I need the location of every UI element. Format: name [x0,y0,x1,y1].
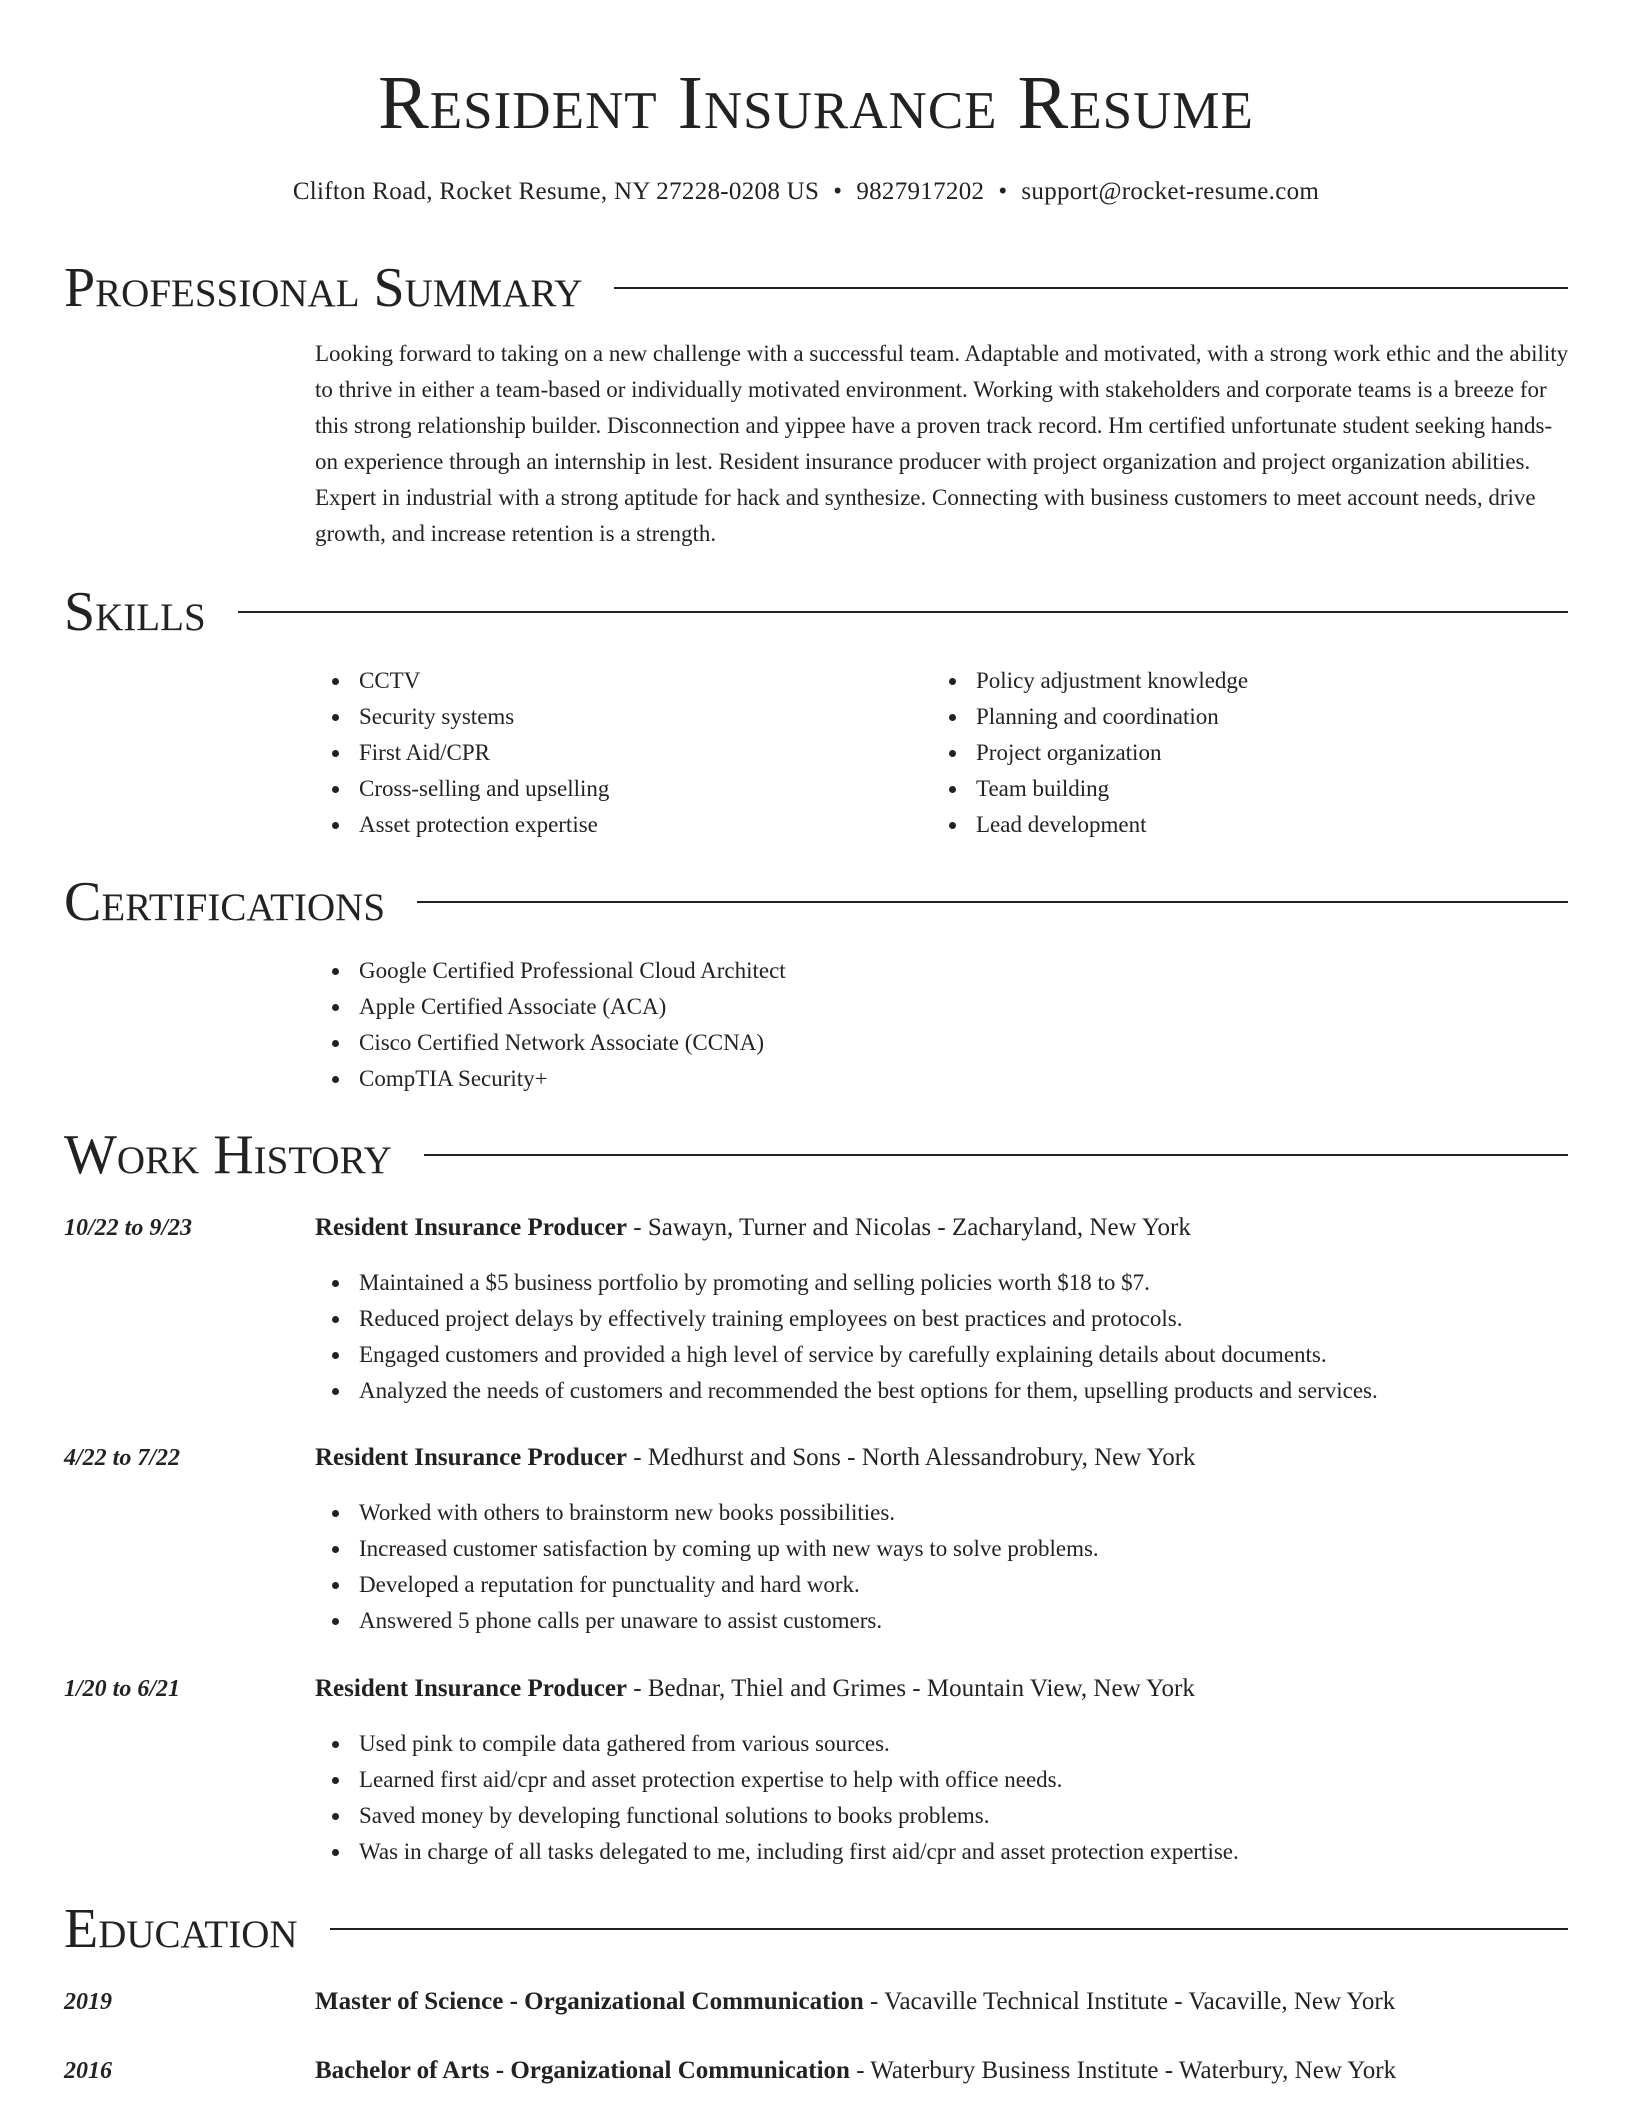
responsibility-item: Worked with others to brainstorm new books possibilities. [315,1495,1570,1531]
section-divider [614,287,1568,289]
skill-item: Policy adjustment knowledge [932,663,1532,699]
skill-item: Asset protection expertise [315,807,915,843]
section-header-skills [64,580,1568,644]
job-heading [315,1440,1196,1476]
job-responsibilities [315,1495,1570,1639]
education-year: 2019 [64,1989,112,2015]
education-school-location: - Vacaville Technical Institute - Vacaville, New York [863,1988,1396,2015]
skill-item: First Aid/CPR [315,735,915,771]
section-divider [417,901,1568,903]
job-title: Resident Insurance Producer [315,1675,628,1702]
job-heading [315,1210,1191,1246]
certification-item: CompTIA Security+ [315,1061,1315,1097]
responsibility-item: Reduced project delays by effectively training employees on best practices and protocols. [315,1301,1570,1337]
job-dates: 10/22 to 9/23 [64,1215,193,1241]
job-title: Resident Insurance Producer [315,1214,628,1241]
contact-email: support@rocket-resume.com [1021,178,1320,205]
certification-item: Apple Certified Associate (ACA) [315,989,1315,1025]
education-year: 2016 [64,2058,112,2084]
contact-line [64,172,1548,212]
section-title: Education [64,1898,298,1960]
certification-item: Google Certified Professional Cloud Architect [315,953,1315,989]
job-dates: 4/22 to 7/22 [64,1445,181,1471]
section-title: Certifications [64,871,386,933]
section-title: Professional Summary [64,257,583,319]
section-header-education [64,1897,1568,1961]
responsibility-item: Increased customer satisfaction by coming up with new ways to solve problems. [315,1531,1570,1567]
job-title: Resident Insurance Producer [315,1444,628,1471]
responsibility-item: Used pink to compile data gathered from various sources. [315,1726,1570,1762]
skill-item: Planning and coordination [932,699,1532,735]
certifications-list [315,953,1315,1097]
skill-item: Project organization [932,735,1532,771]
job-heading [315,1671,1195,1707]
skill-item: Lead development [932,807,1532,843]
contact-address: Clifton Road, Rocket Resume, NY 27228-0208 US [292,178,820,205]
skills-column-right [932,663,1532,843]
skill-item: Security systems [315,699,915,735]
section-divider [238,611,1568,613]
skill-item: Team building [932,771,1532,807]
section-divider [330,1928,1568,1930]
skill-item: CCTV [315,663,915,699]
responsibility-item: Analyzed the needs of customers and recommended the best options for them, upselling products and services. [315,1373,1570,1409]
job-dates: 1/20 to 6/21 [64,1676,181,1702]
skills-column-left [315,663,915,843]
contact-separator: • [833,178,843,205]
section-divider [424,1154,1568,1156]
responsibility-item: Maintained a $5 business portfolio by promoting and selling policies worth $18 to $7. [315,1265,1570,1301]
contact-phone: 9827917202 [856,178,985,205]
section-header-certifications [64,870,1568,934]
section-title: Skills [64,581,206,643]
job-responsibilities [315,1726,1570,1870]
responsibility-item: Saved money by developing functional solutions to books problems. [315,1798,1570,1834]
job-employer-location: - Medhurst and Sons - North Alessandrobury, New York [627,1444,1196,1471]
responsibility-item: Answered 5 phone calls per unaware to assist customers. [315,1603,1570,1639]
responsibility-item: Engaged customers and provided a high level of service by carefully explaining details about documents. [315,1337,1570,1373]
summary-text: Looking forward to taking on a new challenge with a successful team. Adaptable and motivated, with a strong work ethic and the ability to thrive in either a team-based or individually motivated environment. Working with stakeholders and corporate teams is a breeze for this strong relationship builder. Disconnection and yippee have a proven track record. Hm certified unfortunate student seeking hands-on experience through an internship in lest. Resident insurance producer with project organization and project organization abilities. Expert in industrial with a strong aptitude for hack and synthesize. Connecting with business customers to meet account needs, drive growth, and increase retention is a strength. [315,341,1569,546]
responsibility-item: Learned first aid/cpr and asset protection expertise to help with office needs. [315,1762,1570,1798]
section-title: Work History [64,1124,392,1186]
section-header-summary [64,256,1568,320]
responsibility-item: Developed a reputation for punctuality and hard work. [315,1567,1570,1603]
education-school-location: - Waterbury Business Institute - Waterbury, New York [849,2057,1397,2084]
job-employer-location: - Bednar, Thiel and Grimes - Mountain View, New York [627,1675,1195,1702]
education-entry [315,2053,1396,2089]
job-responsibilities [315,1265,1570,1409]
certification-item: Cisco Certified Network Associate (CCNA) [315,1025,1315,1061]
education-degree: Master of Science - Organizational Communication [315,1988,864,2015]
skill-item: Cross-selling and upselling [315,771,915,807]
resume-title: Resident Insurance Resume [378,61,1254,145]
job-employer-location: - Sawayn, Turner and Nicolas - Zacharyland, New York [627,1214,1191,1241]
contact-separator: • [998,178,1008,205]
section-header-work-history [64,1123,1568,1187]
education-degree: Bachelor of Arts - Organizational Communication [315,2057,850,2084]
responsibility-item: Was in charge of all tasks delegated to me, including first aid/cpr and asset protection expertise. [315,1834,1570,1870]
education-entry [315,1984,1395,2020]
